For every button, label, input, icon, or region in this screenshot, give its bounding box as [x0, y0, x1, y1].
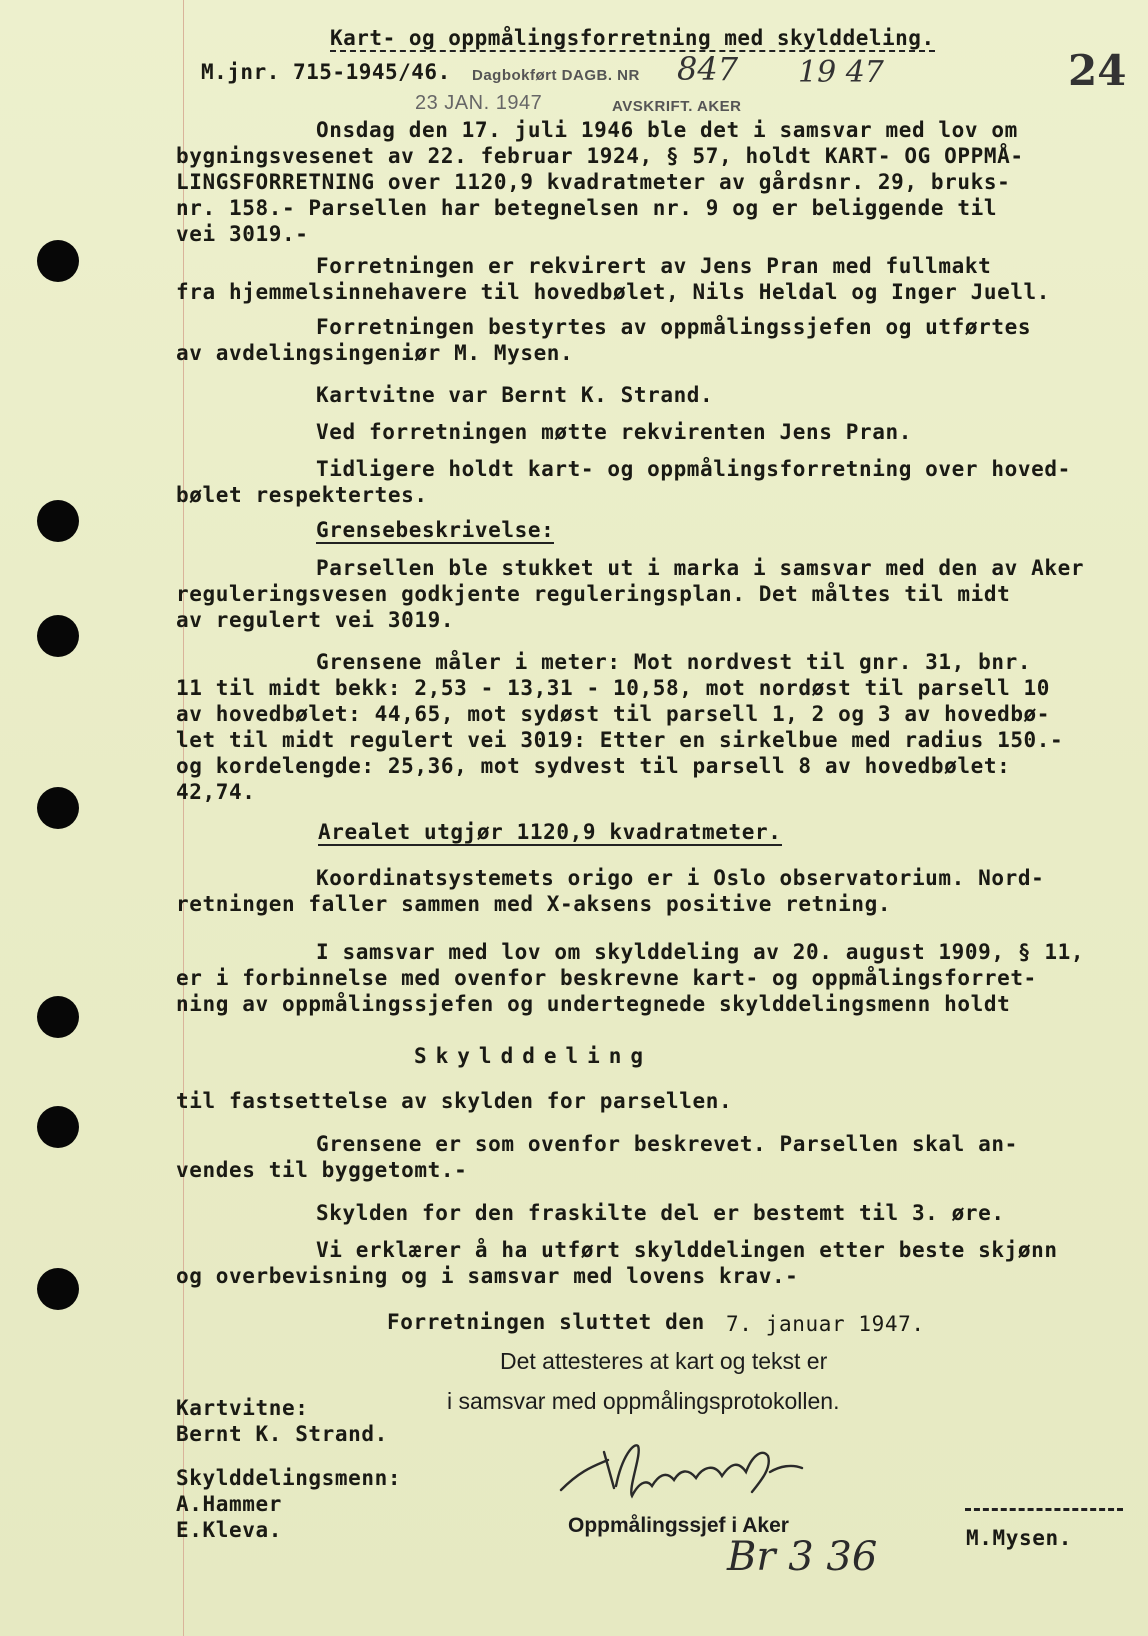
body-line: og kordelengde: 25,36, mot sydvest til parsell 8 av hovedbølet: [176, 754, 1011, 778]
body-line: Grensene måler i meter: Mot nordvest til gnr. 31, bnr. [316, 650, 1032, 674]
body-line: Forretningen bestyrtes av oppmålingssjefen og utførtes [316, 315, 1032, 339]
body-line: fra hjemmelsinnehavere til hovedbølet, Nils Heldal og Inger Juell. [176, 280, 1051, 304]
body-line: til fastsettelse av skylden for parsellen. [176, 1089, 733, 1113]
stamp-dagb-number: 847 [677, 50, 739, 88]
signature-image [556, 1426, 806, 1512]
punch-hole [37, 240, 79, 282]
attest-title: Oppmålingssjef i Aker [568, 1514, 789, 1537]
body-line: vendes til byggetomt.- [176, 1158, 468, 1182]
section-heading: Grensebeskrivelse: [316, 518, 555, 542]
body-line: nr. 158.- Parsellen har betegnelsen nr. 9 og er beliggende til [176, 196, 998, 220]
page-number: 24 [1068, 46, 1127, 95]
closing-line: Forretningen sluttet den [387, 1310, 705, 1334]
body-line: reguleringsvesen godkjente reguleringsplan. Det måltes til midt [176, 582, 1011, 606]
body-line: vei 3019.- [176, 222, 309, 246]
body-line: bølet respektertes. [176, 483, 428, 507]
body-line: let til midt regulert vei 3019: Etter en sirkelbue med radius 150.- [176, 728, 1064, 752]
journal-reference: M.jnr. 715-1945/46. [201, 60, 451, 84]
attest-line-1: Det attesteres at kart og tekst er [500, 1348, 828, 1374]
skylddelingsmenn-label: Skylddelingsmenn: [176, 1466, 402, 1490]
body-line: Kartvitne var Bernt K. Strand. [316, 383, 714, 407]
punch-hole [37, 787, 79, 829]
closing-date: 7. januar 1947. [726, 1312, 925, 1336]
body-line: Grensene er som ovenfor beskrevet. Parsellen skal an- [316, 1132, 1018, 1156]
handwritten-reference: Br 3 36 [727, 1534, 878, 1580]
stamp-dagb-year: 19 47 [798, 55, 884, 90]
kartvitne-label: Kartvitne: [176, 1396, 309, 1420]
surveyor-name: M.Mysen. [966, 1526, 1072, 1550]
skylddelingsmann-1: A.Hammer [176, 1492, 282, 1516]
body-line: Vi erklærer å ha utført skylddelingen etter beste skjønn [316, 1238, 1058, 1262]
skylddelingsmann-2: E.Kleva. [176, 1518, 282, 1542]
body-line: av hovedbølet: 44,65, mot sydøst til parsell 1, 2 og 3 av hovedbø- [176, 702, 1051, 726]
body-line: Tidligere holdt kart- og oppmålingsforretning over hoved- [316, 457, 1071, 481]
punch-hole [37, 1106, 79, 1148]
punch-hole [37, 500, 79, 542]
punch-hole [37, 1268, 79, 1310]
area-statement: Arealet utgjør 1120,9 kvadratmeter. [318, 820, 782, 844]
body-line: I samsvar med lov om skylddeling av 20. august 1909, § 11, [316, 940, 1085, 964]
body-line: av avdelingsingeniør M. Mysen. [176, 341, 574, 365]
punch-hole [37, 996, 79, 1038]
body-line: Koordinatsystemets origo er i Oslo observatorium. Nord- [316, 866, 1045, 890]
body-line: LINGSFORRETNING over 1120,9 kvadratmeter av gårdsnr. 29, bruks- [176, 170, 1011, 194]
body-line: Forretningen er rekvirert av Jens Pran med fullmakt [316, 254, 992, 278]
body-line: er i forbinnelse med ovenfor beskrevne kart- og oppmålingsforret- [176, 966, 1037, 990]
signature-dashed-line [965, 1508, 1123, 1511]
body-line: og overbevisning og i samsvar med lovens krav.- [176, 1264, 799, 1288]
stamp-date: 23 JAN. 1947 [415, 92, 543, 114]
body-line: retningen faller sammen med X-aksens positive retning. [176, 892, 892, 916]
document-title: Kart- og oppmålingsforretning med skylddeling. [330, 26, 935, 50]
body-line: 11 til midt bekk: 2,53 - 13,31 - 10,58, mot nordøst til parsell 10 [176, 676, 1051, 700]
body-line: ning av oppmålingssjefen og undertegnede skylddelingsmenn holdt [176, 992, 1011, 1016]
attest-line-2: i samsvar med oppmålingsprotokollen. [447, 1388, 840, 1414]
body-line: Skylden for den fraskilte del er bestemt til 3. øre. [316, 1201, 1005, 1225]
body-line: Ved forretningen møtte rekvirenten Jens Pran. [316, 420, 912, 444]
body-line: av regulert vei 3019. [176, 608, 455, 632]
kartvitne-name: Bernt K. Strand. [176, 1422, 388, 1446]
punch-hole [37, 615, 79, 657]
skylddeling-heading: Skylddeling [414, 1044, 653, 1068]
stamp-avskrift: AVSKRIFT. AKER [612, 98, 742, 115]
stamp-dagbok-label: Dagbokført DAGB. NR [472, 67, 640, 84]
body-line: Parsellen ble stukket ut i marka i samsvar med den av Aker [316, 556, 1085, 580]
body-line: 42,74. [176, 780, 256, 804]
body-line: bygningsvesenet av 22. februar 1924, § 57, holdt KART- OG OPPMÅ- [176, 144, 1024, 168]
body-line: Onsdag den 17. juli 1946 ble det i samsvar med lov om [316, 118, 1018, 142]
